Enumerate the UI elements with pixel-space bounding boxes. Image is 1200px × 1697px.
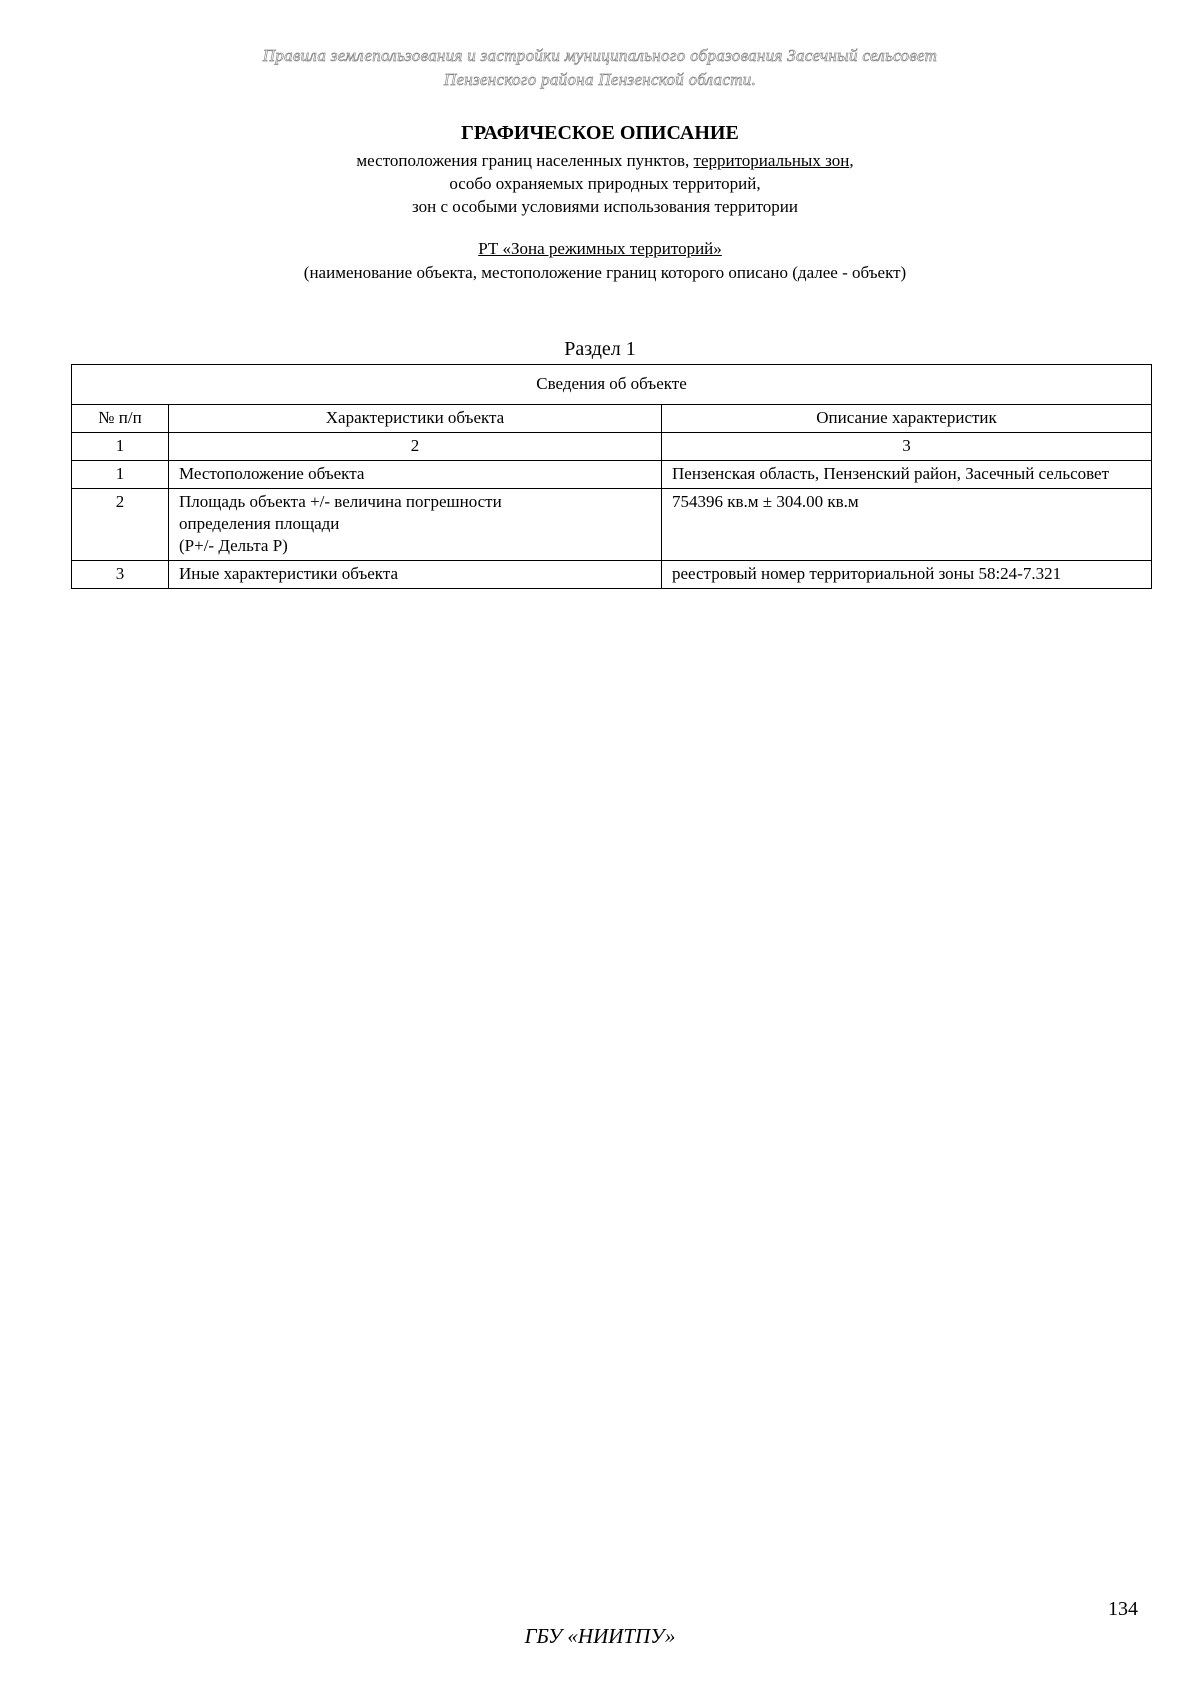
column-number-2: 2 bbox=[169, 433, 662, 461]
document-subtitle bbox=[0, 149, 1200, 218]
table-caption-row bbox=[72, 365, 1152, 405]
column-header-characteristic: Характеристики объекта bbox=[169, 405, 662, 433]
row-characteristic bbox=[169, 489, 662, 561]
row-number: 2 bbox=[72, 489, 169, 561]
section-title: Раздел 1 bbox=[564, 338, 636, 360]
row-description: реестровый номер территориальной зоны 58:24-7.321 bbox=[662, 561, 1152, 589]
subtitle-line-2: особо охраняемых природных территорий, bbox=[449, 174, 761, 193]
table-row bbox=[72, 461, 1152, 489]
running-header-line-1: Правила землепользования и застройки муниципального образования Засечный сельсовет bbox=[262, 46, 938, 65]
row-characteristic: Местоположение объекта bbox=[169, 461, 662, 489]
subtitle-underlined-term: территориальных зон bbox=[693, 151, 850, 170]
subtitle-line-1-suffix: , bbox=[849, 151, 854, 170]
row-characteristic: Иные характеристики объекта bbox=[169, 561, 662, 589]
document-title: ГРАФИЧЕСКОЕ ОПИСАНИЕ bbox=[461, 122, 739, 144]
column-header-description: Описание характеристик bbox=[662, 405, 1152, 433]
subtitle-line-3: зон с особыми условиями использования территории bbox=[412, 197, 798, 216]
object-name: РТ «Зона режимных территорий» bbox=[478, 239, 722, 258]
row-characteristic-line: (P+/- Дельта P) bbox=[179, 536, 288, 555]
row-number: 3 bbox=[72, 561, 169, 589]
table-header-row bbox=[72, 405, 1152, 433]
row-characteristic-line: определения площади bbox=[179, 514, 340, 533]
column-header-number: № п/п bbox=[72, 405, 169, 433]
object-caption: (наименование объекта, местоположение границ которого описано (далее - объект) bbox=[303, 263, 907, 282]
object-info-table bbox=[71, 364, 1152, 589]
subtitle-line-1 bbox=[10, 149, 1200, 172]
page-number: 134 bbox=[1108, 1598, 1138, 1620]
row-characteristic-line: Площадь объекта +/- величина погрешности bbox=[179, 492, 502, 511]
column-number-3: 3 bbox=[662, 433, 1152, 461]
table-caption: Сведения об объекте bbox=[72, 365, 1152, 405]
table-row bbox=[72, 561, 1152, 589]
table-row bbox=[72, 489, 1152, 561]
table-column-numbers-row bbox=[72, 433, 1152, 461]
subtitle-line-1-prefix: местоположения границ населенных пунктов, bbox=[356, 151, 694, 170]
row-description: Пензенская область, Пензенский район, Засечный сельсовет bbox=[662, 461, 1152, 489]
footer-organization: ГБУ «НИИТПУ» bbox=[524, 1624, 676, 1648]
row-description: 754396 кв.м ± 304.00 кв.м bbox=[662, 489, 1152, 561]
column-number-1: 1 bbox=[72, 433, 169, 461]
row-number: 1 bbox=[72, 461, 169, 489]
running-header-line-2: Пензенского района Пензенской области. bbox=[443, 70, 757, 89]
